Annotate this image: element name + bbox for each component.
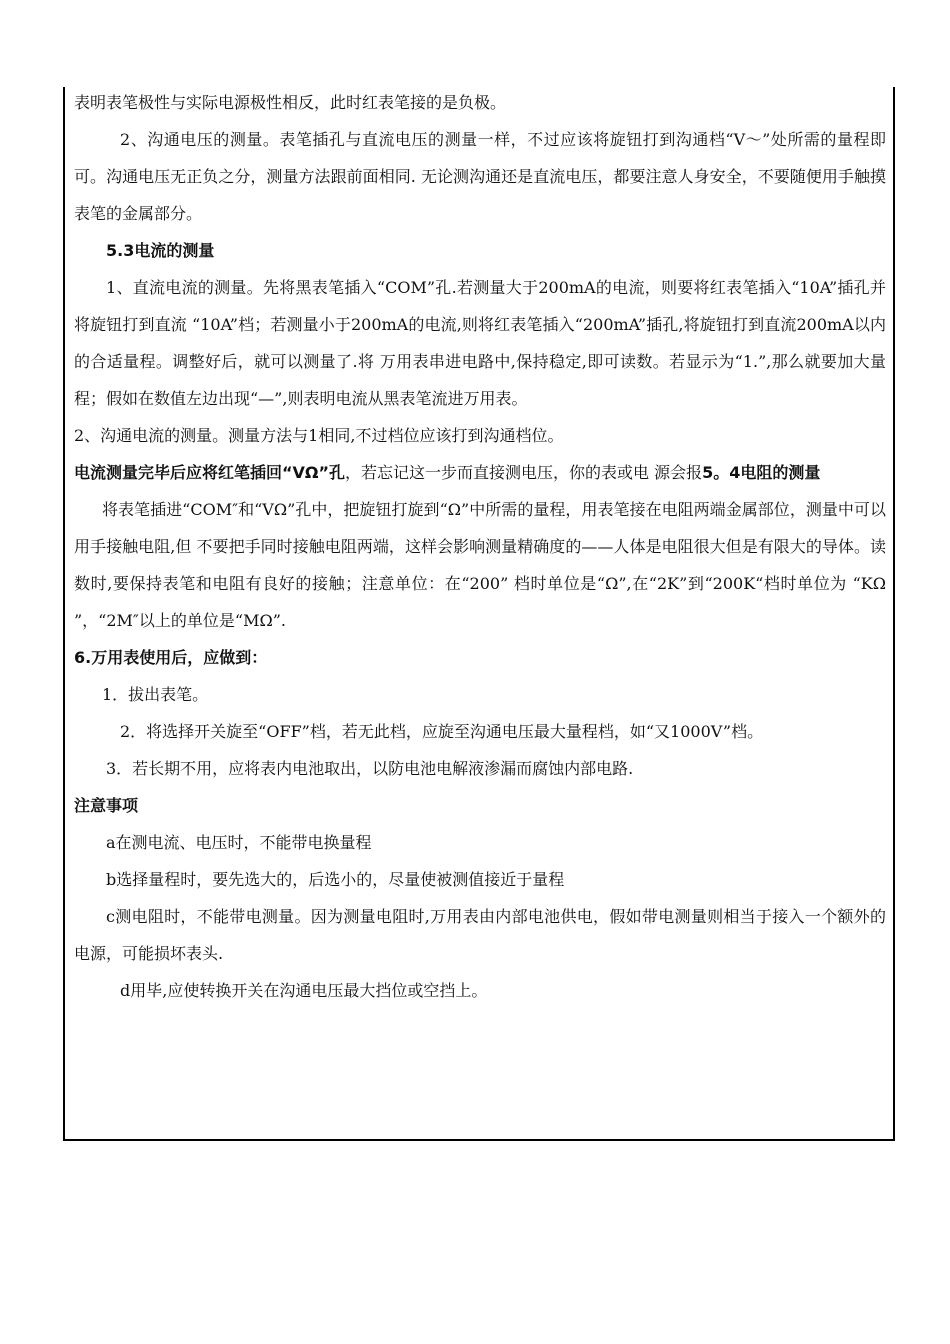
list-item: c测电阻时，不能带电测量。因为测量电阻时,万用表由内部电池供电，假如带电测量则相当于接入一个额外的电源，可能损坏表头. [74,907,886,963]
list-item: a在测电流、电压时，不能带电换量程 [106,833,372,852]
paragraph: 表明表笔极性与实际电源极性相反，此时红表笔接的是负极。 [74,93,507,112]
paragraph: 将表笔插进“COM″和“VΩ”孔中，把旋钮打旋到“Ω”中所需的量程，用表笔接在电阻两端金属部位，测量中可以用手接触电阻,但 不要把手同时接触电阻两端，这样会影响测量精确度的——人体是电阻很大但是有限大的导体。读数时,要保持表笔和电阻有良好的接触；注意单位：在“200” 档时单位是“Ω”,在“2K”到“200K“档时单位为 “KΩ ”，“2M″以上的单位是“MΩ”. [74,500,886,630]
list-item: d用毕,应使转换开关在沟通电压最大挡位或空挡上。 [120,981,488,1000]
text: ，若忘记这一步而直接测电压，你的表或电 源会报 [345,463,703,482]
list-item: 2．将选择开关旋至“OFF”档，若无此档，应旋至沟通电压最大量程档，如“又1000V”档。 [120,722,764,741]
section-heading: 5.3电流的测量 [106,241,215,260]
list-item: 1．拔出表笔。 [102,685,209,704]
document-body [74,84,886,1009]
paragraph: 1、直流电流的测量。先将黑表笔插入“COM”孔.若测量大于200mA的电流，则要将红表笔插入“10A”插孔并将旋钮打到直流 “10A”档；若测量小于200mA的电流,则将红表笔插入“200mA”插孔,将旋钮打到直流200mA以内的合适量程。调整好后，就可以测量了.将 万用表串进电路中,保持稳定,即可读数。若显示为“1.”,那么就要加大量程；假如在数值左边出现“—”,则表明电流从黑表笔流进万用表。 [74,278,886,408]
list-item: 3．若长期不用，应将表内电池取出，以防电池电解液渗漏而腐蚀内部电路. [106,759,634,778]
section-heading: 注意事项 [74,796,139,815]
paragraph [74,454,886,491]
paragraph: 2、沟通电压的测量。表笔插孔与直流电压的测量一样，不过应该将旋钮打到沟通档“V～”处所需的量程即可。沟通电压无正负之分，测量方法跟前面相同. 无论测沟通还是直流电压，都要注意人身安全，不要随便用手触摸表笔的金属部分。 [74,130,886,223]
section-heading: 6.万用表使用后，应做到： [74,648,268,667]
paragraph: 2、沟通电流的测量。测量方法与1相同,不过档位应该打到沟通档位。 [74,426,564,445]
bold-text: 电流测量完毕后应将红笔插回“VΩ”孔 [74,463,346,482]
list-item: b选择量程时，要先选大的，后选小的，尽量使被测值接近于量程 [106,870,565,889]
section-heading: 5。4电阻的测量 [702,463,821,482]
